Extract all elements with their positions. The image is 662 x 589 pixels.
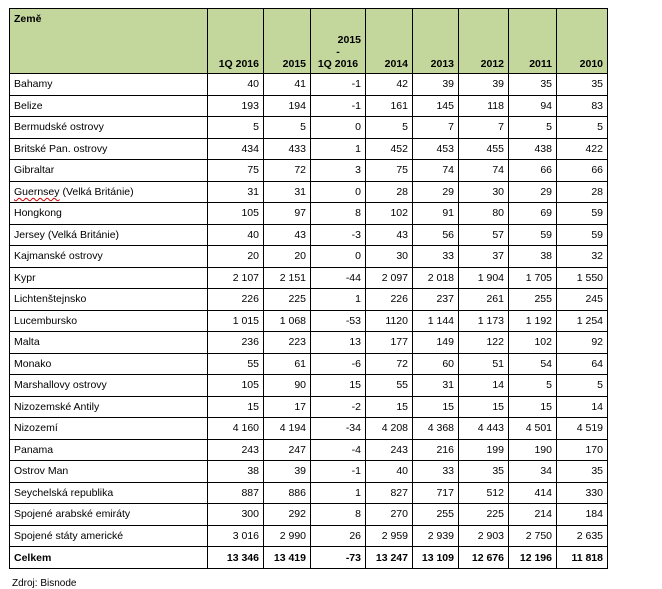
value-cell: 827 xyxy=(366,482,413,504)
value-cell: 1 705 xyxy=(509,267,557,289)
value-cell: 1 xyxy=(311,482,366,504)
value-cell: 5 xyxy=(509,117,557,139)
total-value-cell: 12 196 xyxy=(509,547,557,569)
total-value-cell: 12 676 xyxy=(459,547,509,569)
value-cell: -34 xyxy=(311,418,366,440)
value-cell: 5 xyxy=(208,117,264,139)
table-row xyxy=(10,74,608,96)
header-2011: 2011 xyxy=(509,9,557,74)
value-cell: 14 xyxy=(459,375,509,397)
value-cell: 1 173 xyxy=(459,310,509,332)
value-cell: 90 xyxy=(264,375,311,397)
value-cell: 13 xyxy=(311,332,366,354)
value-cell: 5 xyxy=(557,375,608,397)
value-cell: 40 xyxy=(366,461,413,483)
value-cell: -53 xyxy=(311,310,366,332)
value-cell: 512 xyxy=(459,482,509,504)
country-cell: Belize xyxy=(10,95,208,117)
value-cell: 2 990 xyxy=(264,525,311,547)
value-cell: 59 xyxy=(557,224,608,246)
value-cell: 225 xyxy=(264,289,311,311)
value-cell: 4 208 xyxy=(366,418,413,440)
value-cell: 270 xyxy=(366,504,413,526)
value-cell: 4 519 xyxy=(557,418,608,440)
table-row xyxy=(10,160,608,182)
value-cell: 34 xyxy=(509,461,557,483)
table-row xyxy=(10,482,608,504)
value-cell: 7 xyxy=(459,117,509,139)
value-cell: 91 xyxy=(413,203,459,225)
value-cell: 4 194 xyxy=(264,418,311,440)
country-cell: Spojené arabské emiráty xyxy=(10,504,208,526)
value-cell: 39 xyxy=(413,74,459,96)
value-cell: 886 xyxy=(264,482,311,504)
value-cell: 37 xyxy=(459,246,509,268)
value-cell: 3 xyxy=(311,160,366,182)
value-cell: 422 xyxy=(557,138,608,160)
value-cell: 237 xyxy=(413,289,459,311)
value-cell: 31 xyxy=(208,181,264,203)
value-cell: 1 254 xyxy=(557,310,608,332)
header-2015: 2015 xyxy=(264,9,311,74)
country-cell: Nizozemí xyxy=(10,418,208,440)
value-cell: 80 xyxy=(459,203,509,225)
value-cell: 226 xyxy=(208,289,264,311)
value-cell: 31 xyxy=(413,375,459,397)
table-row xyxy=(10,525,608,547)
total-label: Celkem xyxy=(10,547,208,569)
value-cell: 214 xyxy=(509,504,557,526)
header-2014: 2014 xyxy=(366,9,413,74)
value-cell: 245 xyxy=(557,289,608,311)
total-value-cell: 13 247 xyxy=(366,547,413,569)
value-cell: 60 xyxy=(413,353,459,375)
value-cell: 35 xyxy=(509,74,557,96)
value-cell: 5 xyxy=(509,375,557,397)
header-diff xyxy=(311,9,366,74)
total-value-cell: 13 419 xyxy=(264,547,311,569)
value-cell: 0 xyxy=(311,117,366,139)
table-row xyxy=(10,418,608,440)
value-cell: 26 xyxy=(311,525,366,547)
value-cell: 216 xyxy=(413,439,459,461)
country-cell: Bermudské ostrovy xyxy=(10,117,208,139)
value-cell: 1 xyxy=(311,138,366,160)
value-cell: 170 xyxy=(557,439,608,461)
value-cell: 54 xyxy=(509,353,557,375)
value-cell: 118 xyxy=(459,95,509,117)
value-cell: 2 959 xyxy=(366,525,413,547)
total-value-cell: 13 109 xyxy=(413,547,459,569)
total-value-cell: 11 818 xyxy=(557,547,608,569)
total-row xyxy=(10,547,608,569)
value-cell: 225 xyxy=(459,504,509,526)
value-cell: -1 xyxy=(311,95,366,117)
value-cell: 72 xyxy=(264,160,311,182)
value-cell: 75 xyxy=(208,160,264,182)
value-cell: 243 xyxy=(366,439,413,461)
value-cell: 17 xyxy=(264,396,311,418)
value-cell: 1 068 xyxy=(264,310,311,332)
value-cell: 30 xyxy=(459,181,509,203)
value-cell: 1 xyxy=(311,289,366,311)
table-row xyxy=(10,396,608,418)
value-cell: 74 xyxy=(459,160,509,182)
value-cell: 3 016 xyxy=(208,525,264,547)
value-cell: 69 xyxy=(509,203,557,225)
value-cell: -1 xyxy=(311,461,366,483)
value-cell: 97 xyxy=(264,203,311,225)
value-cell: 7 xyxy=(413,117,459,139)
value-cell: 199 xyxy=(459,439,509,461)
value-cell: 66 xyxy=(509,160,557,182)
country-cell: Hongkong xyxy=(10,203,208,225)
value-cell: 1 550 xyxy=(557,267,608,289)
value-cell: 236 xyxy=(208,332,264,354)
table-row xyxy=(10,267,608,289)
value-cell: 177 xyxy=(366,332,413,354)
value-cell: 74 xyxy=(413,160,459,182)
value-cell: 102 xyxy=(366,203,413,225)
value-cell: 14 xyxy=(557,396,608,418)
header-diff-line3: 1Q 2016 xyxy=(317,58,359,70)
country-cell xyxy=(10,181,208,203)
data-table xyxy=(9,8,608,569)
value-cell: 28 xyxy=(366,181,413,203)
value-cell: 1 192 xyxy=(509,310,557,332)
value-cell: 32 xyxy=(557,246,608,268)
value-cell: 255 xyxy=(509,289,557,311)
value-cell: 75 xyxy=(366,160,413,182)
total-value-cell: 13 346 xyxy=(208,547,264,569)
table-row xyxy=(10,224,608,246)
value-cell: 1 144 xyxy=(413,310,459,332)
value-cell: 255 xyxy=(413,504,459,526)
total-value-cell: -73 xyxy=(311,547,366,569)
country-cell: Marshallovy ostrovy xyxy=(10,375,208,397)
country-cell: Panama xyxy=(10,439,208,461)
value-cell: 33 xyxy=(413,461,459,483)
table-row xyxy=(10,353,608,375)
value-cell: 717 xyxy=(413,482,459,504)
value-cell: 149 xyxy=(413,332,459,354)
country-cell: Spojené státy americké xyxy=(10,525,208,547)
country-cell: Monako xyxy=(10,353,208,375)
value-cell: 4 443 xyxy=(459,418,509,440)
value-cell: 8 xyxy=(311,203,366,225)
value-cell: 102 xyxy=(509,332,557,354)
value-cell: 29 xyxy=(509,181,557,203)
table-row xyxy=(10,203,608,225)
value-cell: -6 xyxy=(311,353,366,375)
value-cell: 59 xyxy=(557,203,608,225)
value-cell: 40 xyxy=(208,74,264,96)
value-cell: 15 xyxy=(459,396,509,418)
value-cell: 55 xyxy=(366,375,413,397)
value-cell: 1 904 xyxy=(459,267,509,289)
value-cell: 145 xyxy=(413,95,459,117)
value-cell: 83 xyxy=(557,95,608,117)
value-cell: 15 xyxy=(509,396,557,418)
value-cell: 35 xyxy=(557,461,608,483)
table-row xyxy=(10,375,608,397)
value-cell: 29 xyxy=(413,181,459,203)
table-row xyxy=(10,439,608,461)
value-cell: 247 xyxy=(264,439,311,461)
table-row xyxy=(10,181,608,203)
value-cell: 1120 xyxy=(366,310,413,332)
value-cell: 41 xyxy=(264,74,311,96)
value-cell: 59 xyxy=(509,224,557,246)
value-cell: 94 xyxy=(509,95,557,117)
value-cell: 15 xyxy=(208,396,264,418)
value-cell: 2 097 xyxy=(366,267,413,289)
value-cell: 5 xyxy=(366,117,413,139)
country-cell: Lucembursko xyxy=(10,310,208,332)
value-cell: 0 xyxy=(311,246,366,268)
value-cell: -2 xyxy=(311,396,366,418)
value-cell: 194 xyxy=(264,95,311,117)
value-cell: 38 xyxy=(509,246,557,268)
value-cell: 105 xyxy=(208,375,264,397)
value-cell: 226 xyxy=(366,289,413,311)
value-cell: 452 xyxy=(366,138,413,160)
value-cell: 30 xyxy=(366,246,413,268)
header-row xyxy=(10,9,608,74)
country-cell: Malta xyxy=(10,332,208,354)
value-cell: 414 xyxy=(509,482,557,504)
table-row xyxy=(10,246,608,268)
value-cell: 15 xyxy=(366,396,413,418)
value-cell: 5 xyxy=(557,117,608,139)
country-cell: Kajmanské ostrovy xyxy=(10,246,208,268)
value-cell: -1 xyxy=(311,74,366,96)
value-cell: 92 xyxy=(557,332,608,354)
value-cell: 453 xyxy=(413,138,459,160)
value-cell: 8 xyxy=(311,504,366,526)
value-cell: 190 xyxy=(509,439,557,461)
value-cell: 292 xyxy=(264,504,311,526)
value-cell: 261 xyxy=(459,289,509,311)
table-row xyxy=(10,117,608,139)
header-diff-line2: - xyxy=(336,46,340,58)
value-cell: 2 903 xyxy=(459,525,509,547)
value-cell: 72 xyxy=(366,353,413,375)
country-cell-suffix: (Velká Británie) xyxy=(59,185,134,198)
table-row xyxy=(10,504,608,526)
value-cell: 42 xyxy=(366,74,413,96)
header-1q-2016: 1Q 2016 xyxy=(208,9,264,74)
value-cell: 122 xyxy=(459,332,509,354)
value-cell: 2 750 xyxy=(509,525,557,547)
value-cell: 64 xyxy=(557,353,608,375)
value-cell: 4 368 xyxy=(413,418,459,440)
value-cell: 20 xyxy=(264,246,311,268)
value-cell: 66 xyxy=(557,160,608,182)
value-cell: 161 xyxy=(366,95,413,117)
value-cell: 2 151 xyxy=(264,267,311,289)
value-cell: 38 xyxy=(208,461,264,483)
value-cell: 43 xyxy=(264,224,311,246)
value-cell: 887 xyxy=(208,482,264,504)
value-cell: 2 107 xyxy=(208,267,264,289)
country-cell: Britské Pan. ostrovy xyxy=(10,138,208,160)
country-cell: Kypr xyxy=(10,267,208,289)
value-cell: 39 xyxy=(264,461,311,483)
spellcheck-word: Guernsey xyxy=(14,185,60,198)
value-cell: 455 xyxy=(459,138,509,160)
value-cell: 57 xyxy=(459,224,509,246)
value-cell: 300 xyxy=(208,504,264,526)
value-cell: 33 xyxy=(413,246,459,268)
country-cell: Ostrov Man xyxy=(10,461,208,483)
country-cell: Bahamy xyxy=(10,74,208,96)
value-cell: 4 501 xyxy=(509,418,557,440)
value-cell: 43 xyxy=(366,224,413,246)
value-cell: 433 xyxy=(264,138,311,160)
header-diff-line1: 2015 xyxy=(337,34,361,46)
value-cell: 31 xyxy=(264,181,311,203)
header-2013: 2013 xyxy=(413,9,459,74)
value-cell: -4 xyxy=(311,439,366,461)
value-cell: 223 xyxy=(264,332,311,354)
header-2010: 2010 xyxy=(557,9,608,74)
value-cell: -3 xyxy=(311,224,366,246)
table-row xyxy=(10,289,608,311)
value-cell: 330 xyxy=(557,482,608,504)
value-cell: 20 xyxy=(208,246,264,268)
value-cell: 15 xyxy=(311,375,366,397)
value-cell: 28 xyxy=(557,181,608,203)
value-cell: 2 635 xyxy=(557,525,608,547)
value-cell: 0 xyxy=(311,181,366,203)
value-cell: 2 939 xyxy=(413,525,459,547)
source-note: Zdroj: Bisnode xyxy=(12,578,77,589)
value-cell: 243 xyxy=(208,439,264,461)
value-cell: 40 xyxy=(208,224,264,246)
header-2012: 2012 xyxy=(459,9,509,74)
value-cell: 438 xyxy=(509,138,557,160)
value-cell: 61 xyxy=(264,353,311,375)
table-row xyxy=(10,138,608,160)
value-cell: 1 015 xyxy=(208,310,264,332)
value-cell: 51 xyxy=(459,353,509,375)
country-cell: Nizozemské Antily xyxy=(10,396,208,418)
value-cell: 4 160 xyxy=(208,418,264,440)
value-cell: 35 xyxy=(557,74,608,96)
value-cell: 39 xyxy=(459,74,509,96)
value-cell: 193 xyxy=(208,95,264,117)
value-cell: 56 xyxy=(413,224,459,246)
country-cell: Seychelská republika xyxy=(10,482,208,504)
value-cell: 55 xyxy=(208,353,264,375)
table-row xyxy=(10,332,608,354)
value-cell: 184 xyxy=(557,504,608,526)
header-country: Země xyxy=(10,9,208,74)
value-cell: 105 xyxy=(208,203,264,225)
value-cell: 5 xyxy=(264,117,311,139)
value-cell: 2 018 xyxy=(413,267,459,289)
country-cell: Gibraltar xyxy=(10,160,208,182)
country-cell: Lichtenštejnsko xyxy=(10,289,208,311)
table-row xyxy=(10,310,608,332)
value-cell: 15 xyxy=(413,396,459,418)
value-cell: -44 xyxy=(311,267,366,289)
country-cell: Jersey (Velká Británie) xyxy=(10,224,208,246)
table-row xyxy=(10,461,608,483)
table-row xyxy=(10,95,608,117)
value-cell: 35 xyxy=(459,461,509,483)
value-cell: 434 xyxy=(208,138,264,160)
